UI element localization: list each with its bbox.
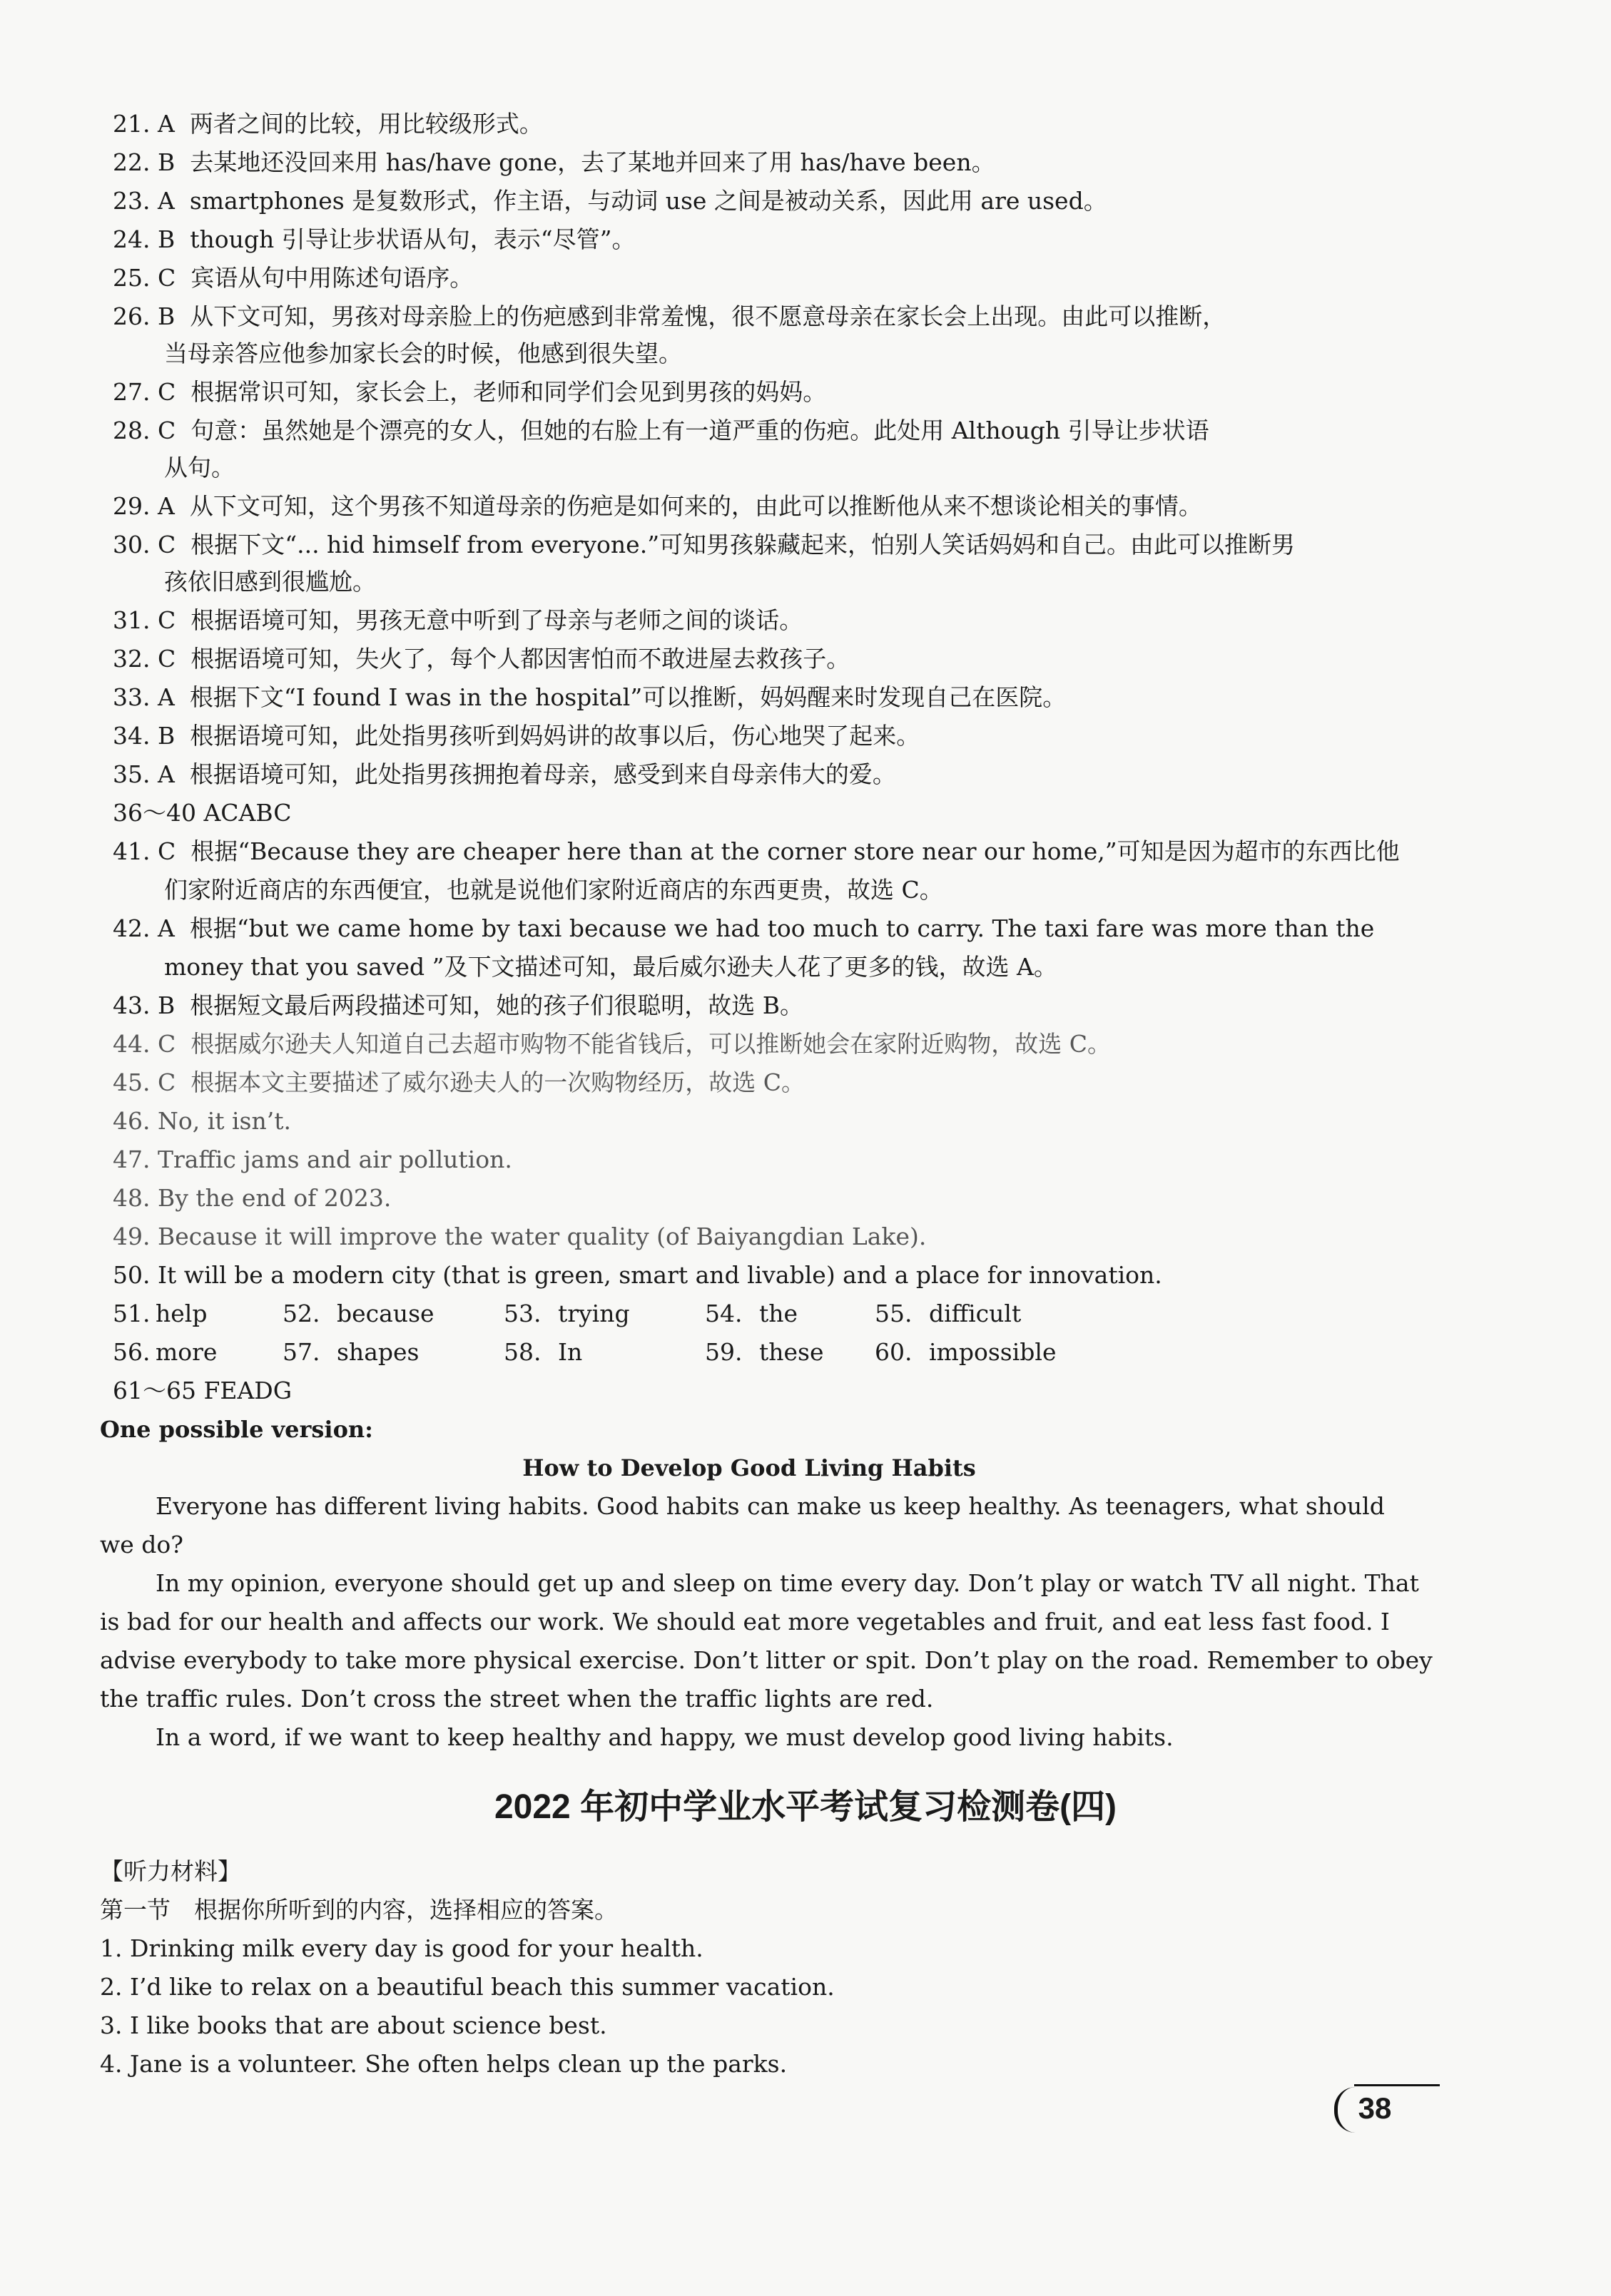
short-answer-49: 49. Because it will improve the water quality (of Baiyangdian Lake).	[113, 1223, 927, 1250]
grid-word: these	[759, 1338, 824, 1366]
answer-41: 41. C 根据“Because they are cheaper here than at the corner store near our home,”可知是因为超市的东西比他	[113, 837, 1400, 865]
essay-paragraph-1: Everyone has different living habits. Good habits can make us keep healthy. As teenagers, what should	[156, 1492, 1385, 1520]
grid-word: In	[558, 1338, 583, 1366]
grid-num: 59.	[705, 1338, 743, 1366]
short-answer-50: 50. It will be a modern city (that is green, smart and livable) and a place for innovation.	[113, 1261, 1162, 1289]
listening-instruction: 第一节 根据你所听到的内容，选择相应的答案。	[100, 1896, 618, 1924]
grid-word: impossible	[929, 1338, 1057, 1366]
listening-item-3: 3. I like books that are about science best.	[100, 2011, 607, 2039]
answer-45: 45. C 根据本文主要描述了威尔逊夫人的一次购物经历，故选 C。	[113, 1068, 805, 1096]
grid-num: 57.	[283, 1338, 320, 1366]
grid-word: more	[156, 1338, 218, 1366]
grid-word: difficult	[929, 1300, 1022, 1327]
answer-22: 22. B 去某地还没回来用 has/have gone，去了某地并回来了用 has/have been。	[113, 148, 995, 176]
grid-num: 56.	[113, 1338, 151, 1366]
short-answer-46: 46. No, it isn’t.	[113, 1107, 291, 1135]
grid-num: 51.	[113, 1300, 151, 1327]
short-answer-48: 48. By the end of 2023.	[113, 1184, 392, 1212]
answer-30: 30. C 根据下文“... hid himself from everyone.”可知男孩躲藏起来，怕别人笑话妈妈和自己。由此可以推断男	[113, 531, 1296, 558]
answer-42: 42. A 根据“but we came home by taxi because we had too much to carry. The taxi fare was more than the	[113, 914, 1375, 942]
listening-item-1: 1. Drinking milk every day is good for your health.	[100, 1934, 703, 1962]
answer-35: 35. A 根据语境可知，此处指男孩拥抱着母亲，感受到来自母亲伟大的爱。	[113, 760, 896, 788]
grid-word: because	[337, 1300, 434, 1327]
answer-28-cont: 从句。	[164, 454, 235, 481]
answer-24: 24. B though 引导让步状语从句，表示“尽管”。	[113, 225, 636, 253]
grid-num: 54.	[705, 1300, 743, 1327]
listening-header: 【听力材料】	[100, 1857, 241, 1885]
essay-paragraph-2-cont: the traffic rules. Don’t cross the street when the traffic lights are red.	[100, 1685, 934, 1713]
short-answer-47: 47. Traffic jams and air pollution.	[113, 1146, 512, 1173]
answer-range-36-40: 36～40 ACABC	[113, 799, 292, 827]
essay-title: How to Develop Good Living Habits	[522, 1454, 976, 1481]
essay-paragraph-1-cont: we do?	[100, 1531, 183, 1558]
grid-num: 53.	[504, 1300, 542, 1327]
grid-word: the	[759, 1300, 798, 1327]
listening-item-2: 2. I’d like to relax on a beautiful beach this summer vacation.	[100, 1973, 835, 2001]
essay-paragraph-2-cont: advise everybody to take more physical exercise. Don’t litter or spit. Don’t play on the road. Remember to obey	[100, 1646, 1433, 1674]
grid-word: shapes	[337, 1338, 420, 1366]
essay-paragraph-2-cont: is bad for our health and affects our work. We should eat more vegetables and fruit, and eat less fast food. I	[100, 1608, 1390, 1636]
answer-43: 43. B 根据短文最后两段描述可知，她的孩子们很聪明，故选 B。	[113, 991, 803, 1019]
answer-34: 34. B 根据语境可知，此处指男孩听到妈妈讲的故事以后，伤心地哭了起来。	[113, 722, 920, 750]
essay-paragraph-2: In my opinion, everyone should get up and sleep on time every day. Don’t play or watch TV all night. That	[156, 1569, 1419, 1597]
page-number	[1334, 2083, 1434, 2133]
grid-word: trying	[558, 1300, 630, 1327]
listening-item-4: 4. Jane is a volunteer. She often helps clean up the parks.	[100, 2050, 788, 2078]
answer-28: 28. C 句意：虽然她是个漂亮的女人，但她的右脸上有一道严重的伤疤。此处用 Although 引导让步状语	[113, 417, 1209, 444]
answer-33: 33. A 根据下文“I found I was in the hospital”可以推断，妈妈醒来时发现自己在医院。	[113, 683, 1067, 711]
answer-27: 27. C 根据常识可知，家长会上，老师和同学们会见到男孩的妈妈。	[113, 378, 827, 406]
answer-23: 23. A smartphones 是复数形式，作主语，与动词 use 之间是被动关系，因此用 are used。	[113, 187, 1107, 215]
answer-41-cont: 们家附近商店的东西便宜，也就是说他们家附近商店的东西更贵，故选 C。	[164, 876, 943, 904]
section-title: 2022 年初中学业水平考试复习检测卷(四)	[494, 1788, 1117, 1826]
answer-31: 31. C 根据语境可知，男孩无意中听到了母亲与老师之间的谈话。	[113, 606, 803, 634]
grid-num: 52.	[283, 1300, 320, 1327]
answer-30-cont: 孩依旧感到很尴尬。	[164, 568, 376, 596]
grid-word: help	[156, 1300, 208, 1327]
essay-label: One possible version:	[100, 1416, 373, 1443]
grid-num: 60.	[875, 1338, 913, 1366]
answer-25: 25. C 宾语从句中用陈述句语序。	[113, 264, 474, 292]
grid-num: 55.	[875, 1300, 913, 1327]
answer-44: 44. C 根据威尔逊夫人知道自己去超市购物不能省钱后，可以推断她会在家附近购物，故选 C。	[113, 1030, 1111, 1058]
answer-29: 29. A 从下文可知，这个男孩不知道母亲的伤疤是如何来的，由此可以推断他从来不想谈论相关的事情。	[113, 492, 1202, 520]
answer-26-cont: 当母亲答应他参加家长会的时候，他感到很失望。	[164, 340, 682, 367]
page-number-label: 38	[1358, 2091, 1392, 2125]
answer-21: 21. A 两者之间的比较，用比较级形式。	[113, 110, 543, 138]
answer-range-61-65: 61～65 FEADG	[113, 1377, 293, 1404]
answer-32: 32. C 根据语境可知，失火了，每个人都因害怕而不敢进屋去救孩子。	[113, 645, 850, 673]
grid-num: 58.	[504, 1338, 542, 1366]
answer-42-cont: money that you saved ”及下文描述可知，最后威尔逊夫人花了更多的钱，故选 A。	[164, 953, 1057, 981]
essay-paragraph-3: In a word, if we want to keep healthy and happy, we must develop good living habits.	[156, 1723, 1174, 1751]
answer-26: 26. B 从下文可知，男孩对母亲脸上的伤疤感到非常羞愧，很不愿意母亲在家长会上出现。由此可以推断，	[113, 302, 1226, 330]
